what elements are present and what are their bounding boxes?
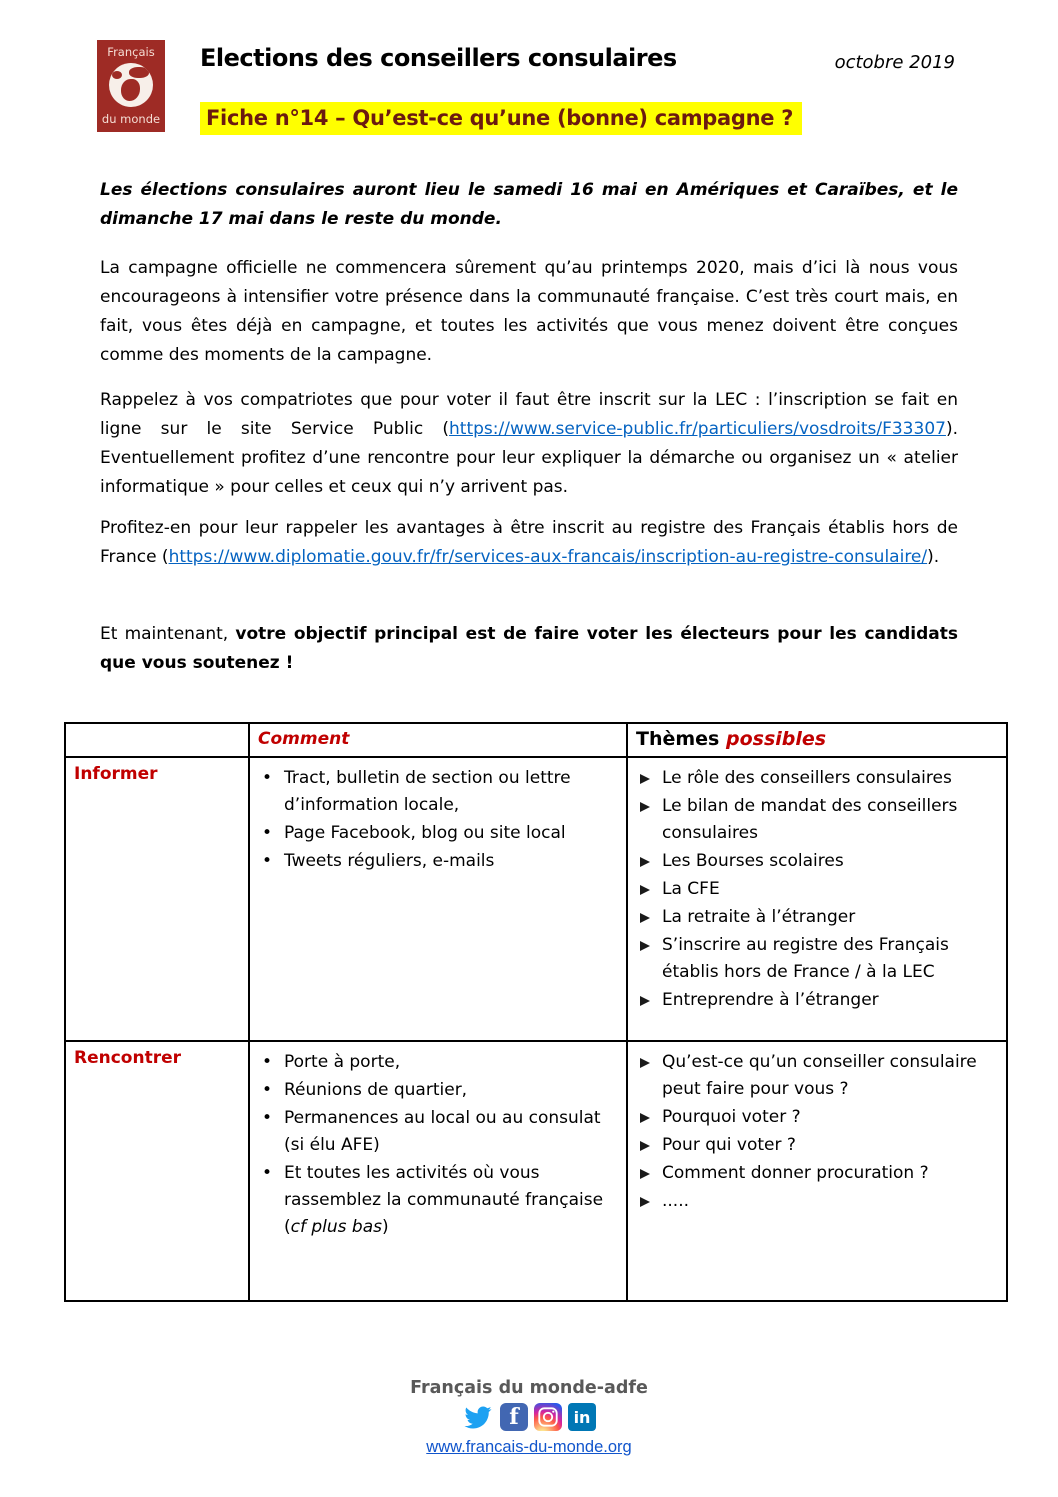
service-public-link[interactable]: https://www.service-public.fr/particuliers/vosdroits/F33307 <box>449 419 946 439</box>
arrow-bullet-icon <box>640 1113 650 1123</box>
row-label-informer: Informer <box>65 757 249 1041</box>
list-item <box>636 1132 996 1159</box>
rencontrer-themes-list <box>636 1049 996 1215</box>
list-item-text: Entreprendre à l’étranger <box>662 990 879 1010</box>
list-item <box>636 848 996 875</box>
list-item-text: Comment donner procuration ? <box>662 1163 929 1183</box>
rencontrer-themes-cell <box>627 1041 1007 1301</box>
table-row-informer <box>65 757 1007 1041</box>
arrow-bullet-icon <box>640 941 650 951</box>
list-item <box>636 876 996 903</box>
bullet-icon: • <box>262 823 273 843</box>
list-item-text: Page Facebook, blog ou site local <box>284 823 566 843</box>
list-item-text: Tract, bulletin de section ou lettre d’information locale, <box>284 768 571 815</box>
table-header-row <box>65 723 1007 757</box>
lec-text-after: ). Eventuellement profitez d’une rencontre pour leur expliquer la démarche ou organisez un « atelier informatique » pour celles et ceux qui n’y arrivent pas. <box>100 419 958 497</box>
list-item <box>636 1049 996 1103</box>
list-item <box>636 1160 996 1187</box>
list-item <box>636 1104 996 1131</box>
rencontrer-comment-list <box>258 1049 616 1241</box>
list-item <box>258 1049 616 1076</box>
bullet-icon: • <box>262 768 273 788</box>
diplomatie-link[interactable]: https://www.diplomatie.gouv.fr/fr/services-aux-francais/inscription-au-registre-consulaire/ <box>168 547 928 567</box>
francais-du-monde-logo <box>97 40 165 132</box>
campaign-table <box>64 722 1008 1302</box>
page-title: Elections des conseillers consulaires <box>200 44 677 72</box>
campaign-paragraph: La campagne officielle ne commencera sûrement qu’au printemps 2020, mais d’ici là nous vous encourageons à intensifier votre présence dans la communauté française. C’est très court mais, en fait, vous êtes déjà en campagne, et toutes les activités que vous menez doivent être conçues comme des moments de la campagne. <box>100 258 958 365</box>
arrow-bullet-icon <box>640 802 650 812</box>
arrow-bullet-icon <box>640 885 650 895</box>
bullet-icon: • <box>262 1163 273 1183</box>
document-body <box>100 176 958 678</box>
arrow-bullet-icon <box>640 1169 650 1179</box>
lec-paragraph <box>100 386 958 502</box>
list-item <box>636 793 996 847</box>
globe-icon <box>109 63 153 107</box>
list-item-text: Le bilan de mandat des conseillers consulaires <box>662 796 958 843</box>
list-item <box>258 820 616 847</box>
header-empty-cell <box>65 723 249 757</box>
list-item-text: Pour qui voter ? <box>662 1135 796 1155</box>
arrow-bullet-icon <box>640 1141 650 1151</box>
row-label-rencontrer: Rencontrer <box>65 1041 249 1301</box>
objective-normal: Et maintenant, <box>100 624 236 644</box>
header-themes-red: possibles <box>725 728 827 750</box>
header-themes-black: Thèmes <box>636 728 726 750</box>
footer-brand: Français du monde-adfe <box>410 1378 648 1398</box>
linkedin-icon[interactable]: in <box>568 1403 596 1431</box>
objective-paragraph <box>100 620 958 678</box>
arrow-bullet-icon <box>640 1058 650 1068</box>
arrow-bullet-icon <box>640 913 650 923</box>
list-item-text: Pourquoi voter ? <box>662 1107 801 1127</box>
registre-paragraph <box>100 514 958 572</box>
objective-bold: votre objectif principal est de faire voter les électeurs pour les candidats que vous soutenez ! <box>100 624 958 673</box>
informer-themes-list <box>636 765 996 1014</box>
list-item-text: S’inscrire au registre des Français établis hors de France / à la LEC <box>662 935 949 982</box>
bullet-icon: • <box>262 1052 273 1072</box>
fiche-subtitle-highlight: Fiche n°14 – Qu’est-ce qu’une (bonne) campagne ? <box>200 102 802 135</box>
list-item <box>258 765 616 819</box>
list-item <box>258 1077 616 1104</box>
list-item <box>258 1160 616 1241</box>
list-item <box>636 987 996 1014</box>
registre-text-before: Profitez-en pour leur rappeler les avantages à être inscrit au registre des Français établis hors de France ( <box>100 518 958 567</box>
list-item-text: Porte à porte, <box>284 1052 401 1072</box>
list-item-text: La retraite à l’étranger <box>662 907 856 927</box>
rencontrer-comment-cell <box>249 1041 627 1301</box>
footer <box>0 1378 1058 1457</box>
footer-website-link[interactable]: www.francais-du-monde.org <box>426 1438 632 1456</box>
informer-comment-cell <box>249 757 627 1041</box>
arrow-bullet-icon <box>640 857 650 867</box>
logo-text-bottom: du monde <box>101 111 161 126</box>
list-item-text: Les Bourses scolaires <box>662 851 844 871</box>
list-item <box>636 1188 996 1215</box>
list-item <box>258 1105 616 1159</box>
bullet-icon: • <box>262 1080 273 1100</box>
list-item <box>636 765 996 792</box>
list-item-text: Qu’est-ce qu’un conseiller consulaire peut faire pour vous ? <box>662 1052 977 1099</box>
list-item <box>258 848 616 875</box>
list-item-text: Le rôle des conseillers consulaires <box>662 768 952 788</box>
list-item <box>636 904 996 931</box>
arrow-bullet-icon <box>640 774 650 784</box>
document-date: octobre 2019 <box>834 52 955 73</box>
list-item-text: ..... <box>662 1191 690 1211</box>
list-item-text: Réunions de quartier, <box>284 1080 468 1100</box>
intro-paragraph: Les élections consulaires auront lieu le samedi 16 mai en Amériques et Caraïbes, et le dimanche 17 mai dans le reste du monde. <box>100 180 958 229</box>
facebook-icon[interactable]: f <box>500 1403 528 1431</box>
informer-themes-cell <box>627 757 1007 1041</box>
list-item-text: La CFE <box>662 879 720 899</box>
social-icons-row <box>0 1401 1058 1433</box>
informer-comment-list <box>258 765 616 875</box>
twitter-icon[interactable] <box>462 1404 494 1431</box>
list-item-text: Tweets réguliers, e-mails <box>284 851 495 871</box>
header-themes <box>627 723 1007 757</box>
list-item <box>636 932 996 986</box>
header-comment: Comment <box>249 723 627 757</box>
arrow-bullet-icon <box>640 1197 650 1207</box>
logo-text-top: Français <box>107 45 155 59</box>
list-item-text: Permanences au local ou au consulat (si élu AFE) <box>284 1108 601 1155</box>
bullet-icon: • <box>262 1108 273 1128</box>
instagram-icon[interactable] <box>534 1403 562 1431</box>
list-item-text: Et toutes les activités où vous rassemblez la communauté française (cf plus bas) <box>284 1163 604 1237</box>
table-row-rencontrer <box>65 1041 1007 1301</box>
bullet-icon: • <box>262 851 273 871</box>
lec-text-before: Rappelez à vos compatriotes que pour voter il faut être inscrit sur la LEC : l’inscription se fait en ligne sur le site Service Public ( <box>100 390 958 439</box>
registre-text-after: ). <box>927 547 940 567</box>
arrow-bullet-icon <box>640 996 650 1006</box>
